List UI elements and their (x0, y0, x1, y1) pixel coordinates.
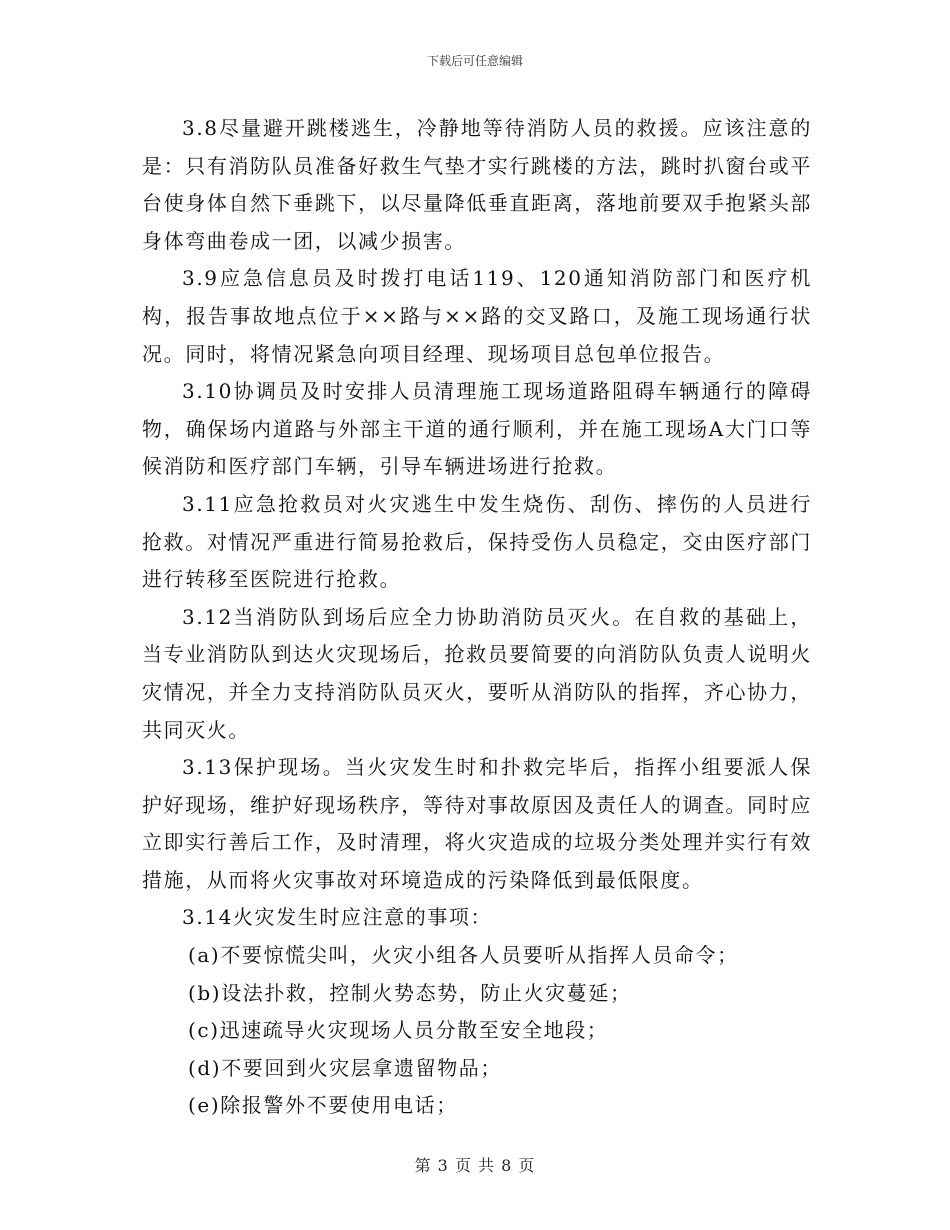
paragraph-3-10: 3.10协调员及时安排人员清理施工现场道路阻碍车辆通行的障碍物，确保场内道路与外部主干道的通行顺利，并在施工现场A大门口等候消防和医疗部门车辆，引导车辆进场进行抢救。 (142, 379, 812, 479)
paragraph-3-13: 3.13保护现场。当火灾发生时和扑救完毕后，指挥小组要派人保护好现场，维护好现场秩序，等待对事故原因及责任人的调查。同时应立即实行善后工作，及时清理，将火灾造成的垃圾分类处理并实行有效措施，从而将火灾事故对环境造成的污染降低到最低限度。 (142, 755, 812, 892)
paragraph-3-9: 3.9应急信息员及时拨打电话119、120通知消防部门和医疗机构，报告事故地点位于××路与××路的交叉路口，及施工现场通行状况。同时，将情况紧急向项目经理、现场项目总包单位报告。 (142, 266, 812, 366)
paragraph-3-14: 3.14火灾发生时应注意的事项： (182, 905, 493, 930)
page-footer: 第 3 页 共 8 页 (414, 1156, 536, 1175)
document-body (142, 110, 812, 1125)
paragraph-3-12: 3.12当消防队到场后应全力协助消防员灭火。在自救的基础上，当专业消防队到达火灾现场后，抢救员要简要的向消防队负责人说明火灾情况，并全力支持消防队员灭火，要听从消防队的指挥，齐心协力，共同灭火。 (142, 604, 812, 742)
page-header: 下载后可任意编辑 (426, 54, 523, 68)
list-item-d: (d)不要回到火灾层拿遗留物品； (188, 1055, 503, 1080)
list-item-a: (a)不要惊慌尖叫，火灾小组各人员要听从指挥人员命令； (188, 943, 739, 968)
list-item-e: (e)除报警外不要使用电话； (188, 1093, 458, 1118)
list-item-b: (b)设法扑救，控制火势态势，防止火灾蔓延； (188, 980, 632, 1005)
list-item-c: (c)迅速疏导火灾现场人员分散至安全地段； (188, 1018, 609, 1043)
paragraph-3-11: 3.11应急抢救员对火灾逃生中发生烧伤、刮伤、摔伤的人员进行抢救。对情况严重进行简易抢救后，保持受伤人员稳定，交由医疗部门进行转移至医院进行抢救。 (142, 491, 812, 592)
paragraph-3-8: 3.8尽量避开跳楼逃生，冷静地等待消防人员的救援。应该注意的是：只有消防队员准备好救生气垫才实行跳楼的方法，跳时扒窗台或平台使身体自然下垂跳下，以尽量降低垂直距离，落地前要双手抱紧头部身体弯曲卷成一团，以减少损害。 (142, 116, 812, 253)
